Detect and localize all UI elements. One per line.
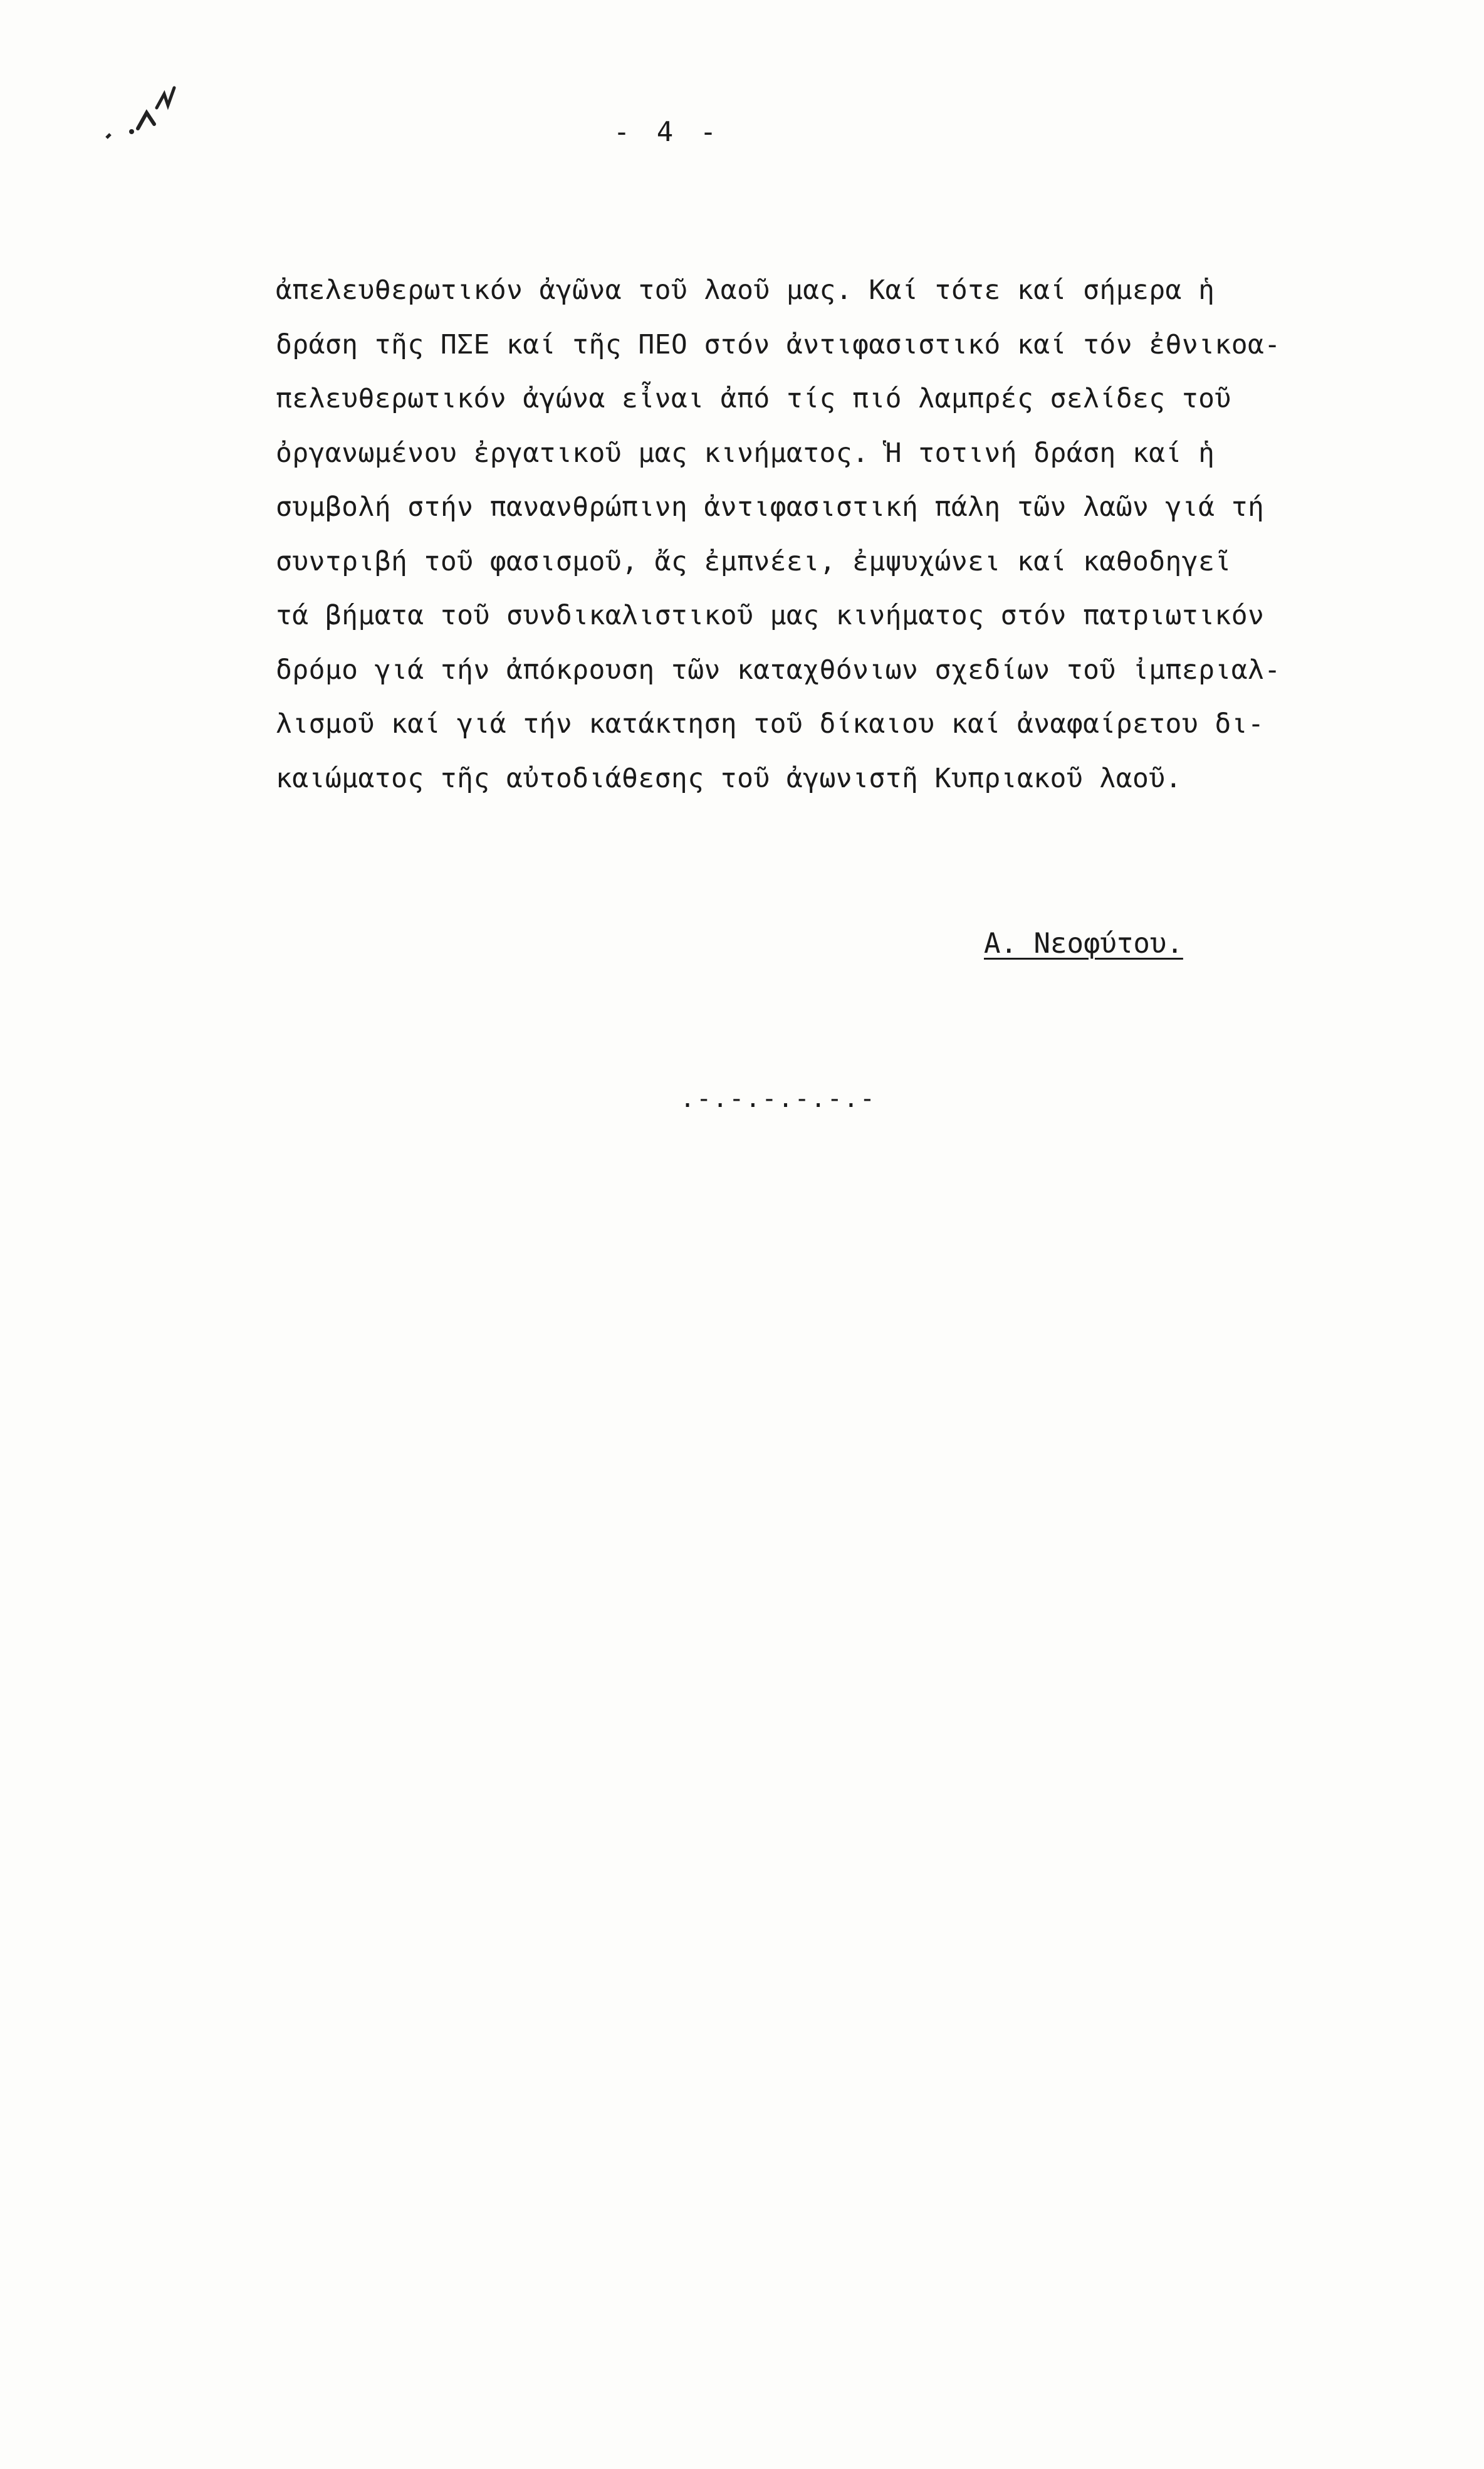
text-line: δρόμο γιά τήν ἀπόκρουση τῶν καταχθόνιων σχεδίων τοῦ ἰμπεριαλ- bbox=[276, 654, 1281, 686]
text-line: λισμοῦ καί γιά τήν κατάκτηση τοῦ δίκαιου καί ἀναφαίρετου δι- bbox=[276, 708, 1265, 740]
text-line: καιώματος τῆς αὐτοδιάθεσης τοῦ ἀγωνιστῆ Κυπριακοῦ λαοῦ. bbox=[276, 762, 1182, 794]
text-line: τά βήματα τοῦ συνδικαλιστικοῦ μας κινήματος στόν πατριωτικόν bbox=[276, 600, 1265, 631]
text-line: συντριβή τοῦ φασισμοῦ, ἄς ἐμπνέει, ἐμψυχώνει καί καθοδηγεῖ bbox=[276, 545, 1231, 577]
body-paragraph bbox=[276, 263, 1466, 805]
text-line: συμβολή στήν πανανθρώπινη ἀντιφασιστική πάλη τῶν λαῶν γιά τή bbox=[276, 491, 1265, 523]
author-signature: Α. Νεοφύτου. bbox=[984, 928, 1183, 960]
text-line: πελευθερωτικόν ἀγώνα εἶναι ἀπό τίς πιό λαμπρές σελίδες τοῦ bbox=[276, 383, 1231, 414]
text-line: δράση τῆς ΠΣΕ καί τῆς ΠΕΟ στόν ἀντιφασιστικό καί τόν ἐθνικοα- bbox=[276, 328, 1281, 360]
text-line: ἀπελευθερωτικόν ἀγῶνα τοῦ λαοῦ μας. Καί τότε καί σήμερα ἡ bbox=[276, 275, 1215, 306]
page-number: - 4 - bbox=[613, 116, 722, 148]
text-line: ὀργανωμένου ἐργατικοῦ μας κινήματος. Ἡ τοτινή δράση καί ἡ bbox=[276, 437, 1215, 469]
end-divider: .-.-.-.-.-.- bbox=[680, 1084, 876, 1113]
